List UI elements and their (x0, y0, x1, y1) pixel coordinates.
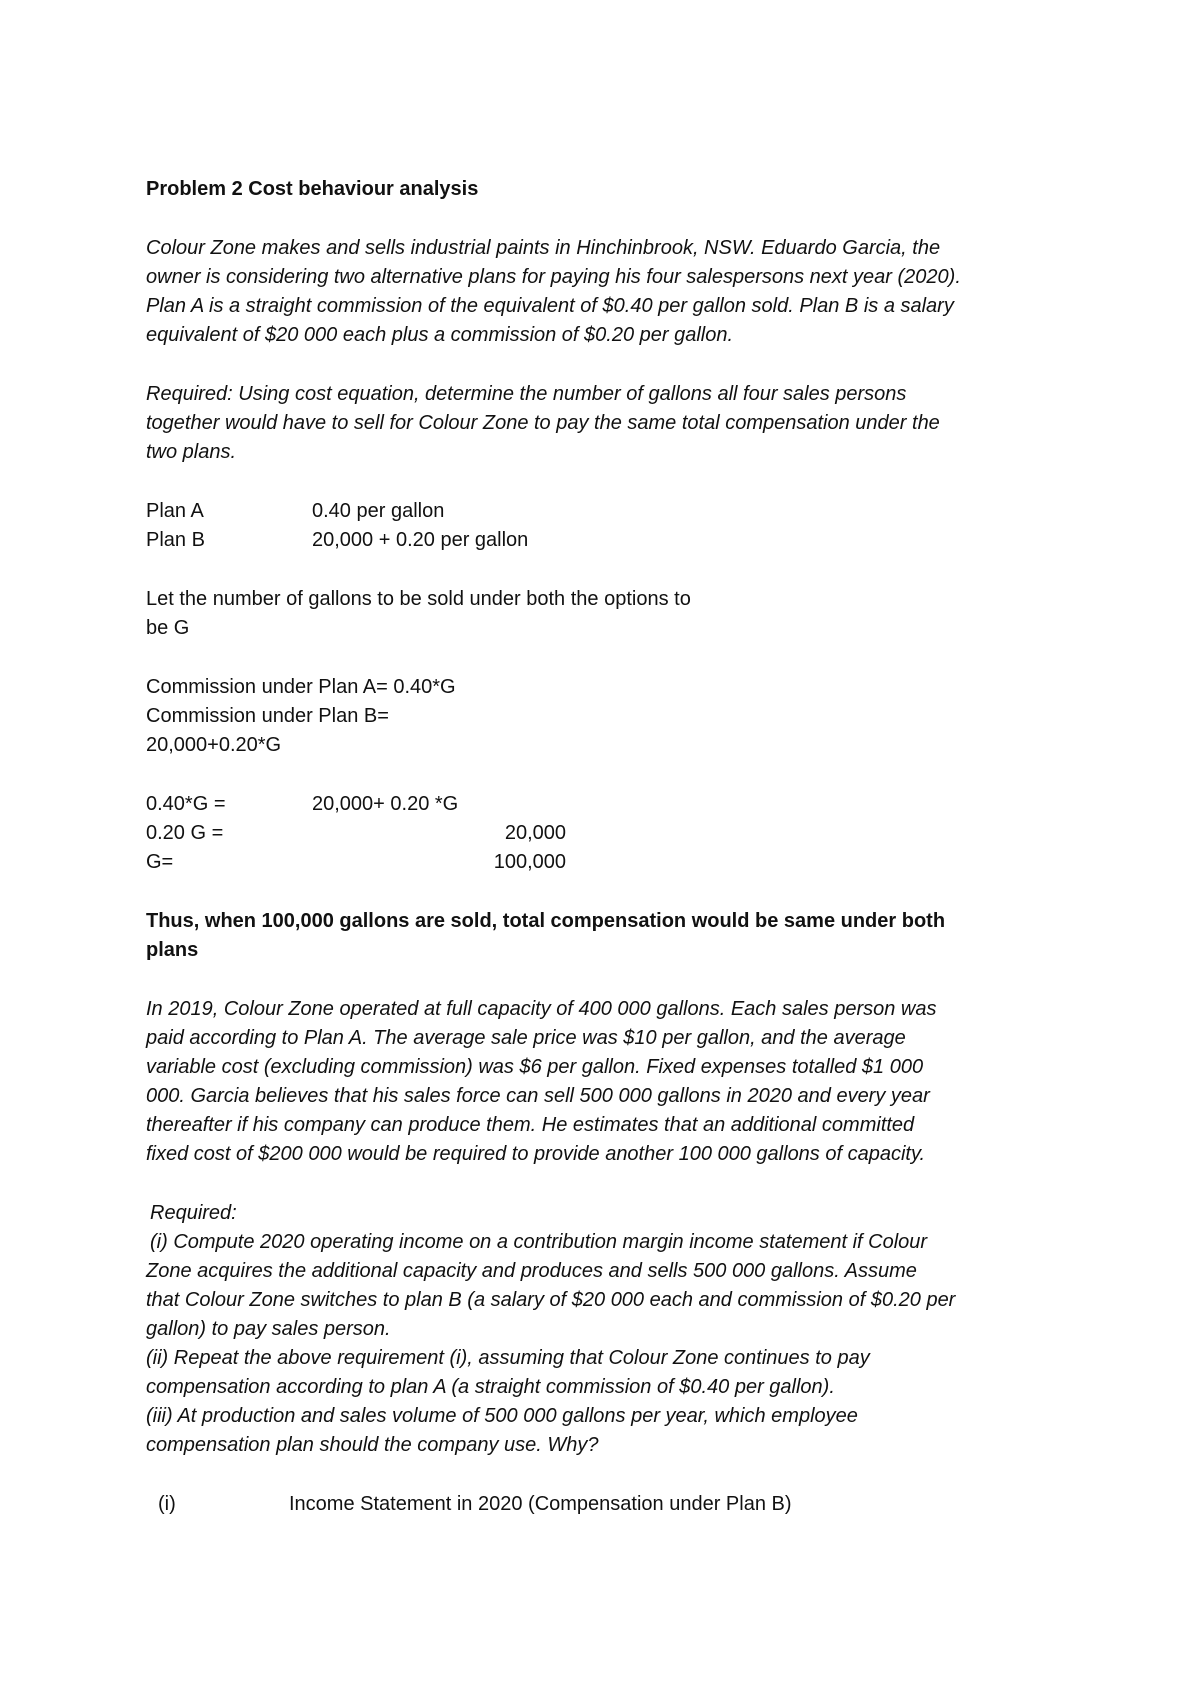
plan-label: Plan B (146, 529, 205, 551)
required-line: (ii) Repeat the above requirement (i), assuming that Colour Zone continues to pay (146, 1347, 870, 1369)
required-line: (i) Compute 2020 operating income on a contribution margin income statement if Colour (150, 1231, 928, 1253)
plan-value: 20,000 + 0.20 per gallon (312, 529, 529, 551)
para-2019-line: In 2019, Colour Zone operated at full capacity of 400 000 gallons. Each sales person was (146, 998, 937, 1020)
equation-right: 20,000+ 0.20 *G (312, 793, 459, 815)
plan-label: Plan A (146, 500, 204, 522)
equation-left: 0.40*G = (146, 793, 226, 815)
commission-line: 20,000+0.20*G (146, 734, 282, 756)
required-line: two plans. (146, 441, 237, 463)
commission-line: Commission under Plan B= (146, 705, 389, 727)
para-2019-line: thereafter if his company can produce them. He estimates that an additional committed (146, 1114, 915, 1136)
para-2019-line: variable cost (excluding commission) was $6 per gallon. Fixed expenses totalled $1 000 (146, 1056, 924, 1078)
required-heading: Required: (150, 1202, 237, 1224)
section-title: Income Statement in 2020 (Compensation under Plan B) (289, 1493, 792, 1515)
plan-b-row (146, 525, 529, 555)
intro-line: equivalent of $20 000 each plus a commission of $0.20 per gallon. (146, 324, 734, 346)
equation-row (146, 789, 459, 819)
problem-title: Problem 2 Cost behaviour analysis (146, 178, 479, 200)
para-2019-line: paid according to Plan A. The average sale price was $10 per gallon, and the average (146, 1027, 906, 1049)
plan-a-row (146, 496, 445, 526)
let-line: Let the number of gallons to be sold under both the options to (146, 588, 691, 610)
para-2019-line: 000. Garcia believes that his sales force can sell 500 000 gallons in 2020 and every year (146, 1085, 930, 1107)
intro-line: owner is considering two alternative plans for paying his four salespersons next year (2020). (146, 266, 961, 288)
required-line: gallon) to pay sales person. (146, 1318, 391, 1340)
required-line: compensation according to plan A (a straight commission of $0.40 per gallon). (146, 1376, 835, 1398)
equation-left: 0.20 G = (146, 822, 224, 844)
equation-right: 100,000 (493, 851, 566, 873)
section-label: (i) (158, 1493, 176, 1515)
conclusion-line: Thus, when 100,000 gallons are sold, total compensation would be same under both (146, 910, 946, 932)
plan-value: 0.40 per gallon (312, 500, 445, 522)
let-line: be G (146, 617, 190, 639)
required-line: together would have to sell for Colour Zone to pay the same total compensation under the (146, 412, 940, 434)
equation-row (146, 818, 566, 848)
required-line: compensation plan should the company use. Why? (146, 1434, 599, 1456)
para-2019-line: fixed cost of $200 000 would be required to provide another 100 000 gallons of capacity. (146, 1143, 926, 1165)
equation-right: 20,000 (504, 822, 566, 844)
conclusion-line: plans (146, 939, 199, 961)
intro-line: Plan A is a straight commission of the equivalent of $0.40 per gallon sold. Plan B is a salary (146, 295, 954, 317)
equation-left: G= (146, 851, 174, 873)
intro-line: Colour Zone makes and sells industrial paints in Hinchinbrook, NSW. Eduardo Garcia, the (146, 237, 941, 259)
section-heading (158, 1489, 792, 1519)
required-line: that Colour Zone switches to plan B (a salary of $20 000 each and commission of $0.20 per (146, 1289, 956, 1311)
required-line: Required: Using cost equation, determine the number of gallons all four sales persons (146, 383, 907, 405)
required-line: Zone acquires the additional capacity and produces and sells 500 000 gallons. Assume (146, 1260, 917, 1282)
equation-row (146, 847, 566, 877)
required-line: (iii) At production and sales volume of 500 000 gallons per year, which employee (146, 1405, 858, 1427)
commission-line: Commission under Plan A= 0.40*G (146, 676, 456, 698)
